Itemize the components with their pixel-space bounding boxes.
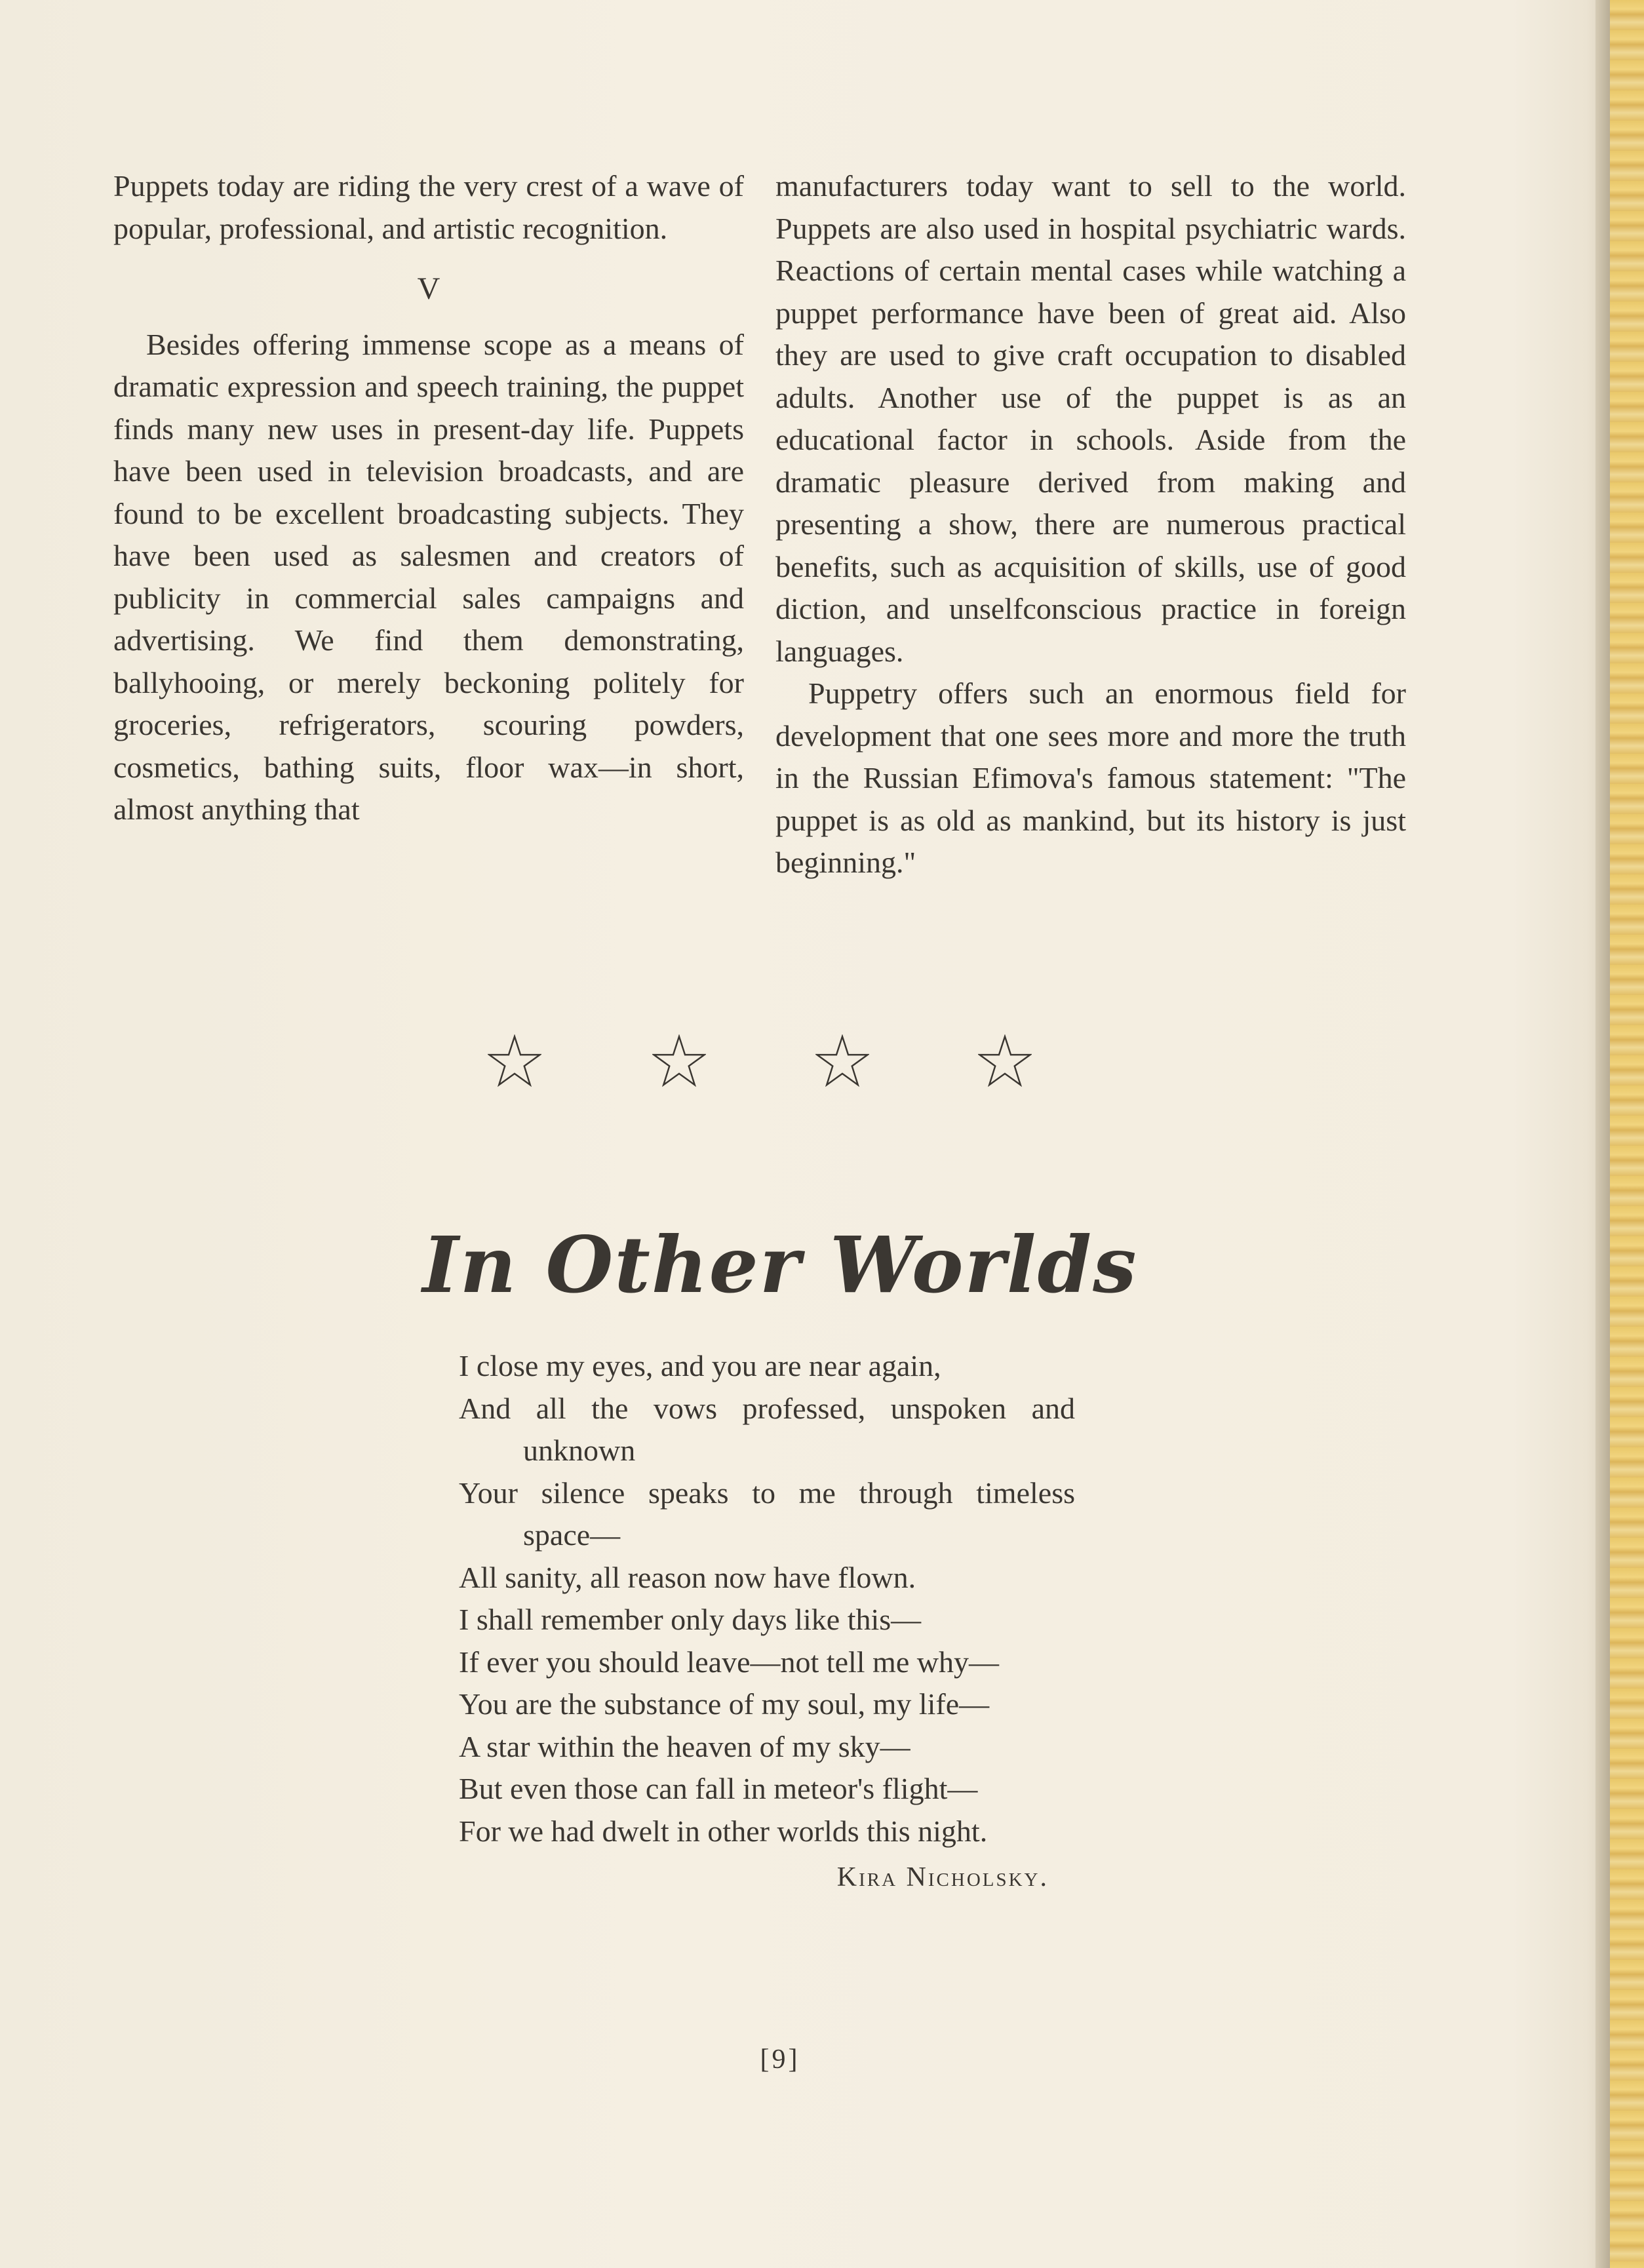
star-outline-icon — [815, 1034, 869, 1088]
body-paragraph: Besides offering immense scope as a means of dramatic expression and speech training, the puppet finds many new uses in present-day life. Puppets have been used in television broadcasts, and are found to be excellent broadcasting subjects. They have been used as salesmen and creators of publicity in commercial sales campaigns and advertising. We find them demonstrating, ballyhooing, or merely beckoning politely for groceries, refrigerators, scouring powders, cosmetics, bathing suits, floor wax—in short, almost anything that — [113, 327, 744, 826]
right-column — [775, 165, 1406, 884]
poem-line: You are the substance of my soul, my life— — [459, 1687, 990, 1721]
poem-line: I shall remember only days like this— — [459, 1603, 922, 1636]
poem-line: A star within the heaven of my sky— — [459, 1729, 910, 1763]
poem-line: I close my eyes, and you are near again, — [459, 1349, 941, 1382]
poem-line: If ever you should leave—not tell me why— — [459, 1645, 999, 1679]
page-gutter-shadow — [1595, 0, 1610, 2268]
poem-line: unknown — [523, 1434, 636, 1467]
poem-line: space— — [523, 1518, 621, 1552]
section-numeral: V — [417, 271, 440, 306]
poem-line: But even those can fall in meteor's flight— — [459, 1772, 978, 1805]
poem-line: And all the vows professed, unspoken and — [459, 1391, 1075, 1425]
body-paragraph: Puppetry offers such an enormous field for development that one sees more and more the truth in the Russian Efimova's famous statement: "The puppet is as old as mankind, but its history is just beginning." — [775, 676, 1406, 879]
star-outline-icon — [978, 1034, 1032, 1088]
poem-title: In Other Worlds — [422, 1219, 1138, 1310]
star-outline-icon — [652, 1034, 706, 1088]
poem-body — [459, 1345, 1088, 1852]
left-column — [113, 165, 744, 831]
poem-line: Your silence speaks to me through timeless — [459, 1476, 1075, 1510]
star-divider — [0, 1034, 1644, 1106]
star-outline-icon — [488, 1034, 541, 1088]
poem-line: All sanity, all reason now have flown. — [459, 1560, 916, 1594]
page-number: [9] — [760, 2044, 800, 2075]
poem-line: For we had dwelt in other worlds this night. — [459, 1814, 988, 1848]
poem-author: Kira Nicholsky. — [836, 1862, 1049, 1892]
page-edge — [1610, 0, 1644, 2268]
intro-paragraph: Puppets today are riding the very crest of a wave of popular, professional, and artistic recognition. — [113, 169, 744, 245]
body-paragraph: manufacturers today want to sell to the world. Puppets are also used in hospital psychiatric wards. Reactions of certain mental cases while watching a puppet performance have been of great aid. Also they are used to give craft occupation to disabled adults. Another use of the puppet is as an educational factor in schools. Aside from the dramatic pleasure derived from making and presenting a show, there are numerous practical benefits, such as acquisition of skills, use of good diction, and unselfconscious practice in foreign languages. — [775, 169, 1406, 668]
